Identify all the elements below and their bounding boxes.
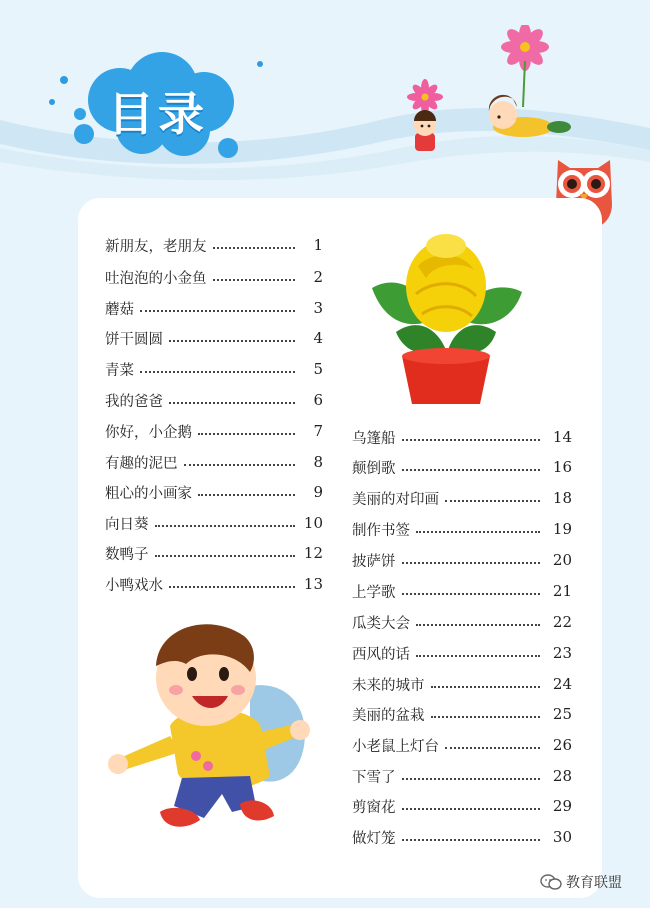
- toc-entry-page: 19: [552, 520, 572, 538]
- toc-entry-title: 吐泡泡的小金鱼: [105, 270, 207, 287]
- toc-entry-page: 3: [313, 299, 323, 317]
- toc-leader-dots: [198, 433, 295, 435]
- toc-leader-dots: [402, 469, 541, 471]
- toc-leader-dots: [184, 464, 296, 466]
- toc-entry[interactable]: [352, 425, 572, 449]
- toc-leader-dots: [213, 279, 296, 281]
- toc-leader-dots: [213, 247, 296, 249]
- toc-leader-dots: [169, 402, 295, 404]
- toc-entry-page: 8: [313, 453, 323, 471]
- toc-leader-dots: [140, 310, 295, 312]
- toc-entry-title: 上学歌: [352, 584, 396, 601]
- toc-entry-title: 粗心的小画家: [105, 485, 192, 502]
- toc-entry-page: 21: [552, 582, 572, 600]
- toc-entry-title: 小鸭戏水: [105, 577, 163, 594]
- running-boy-illustration: [100, 606, 312, 846]
- toc-leader-dots: [155, 525, 296, 527]
- toc-entry-page: 1: [313, 236, 323, 254]
- toc-entry-page: 7: [313, 422, 323, 440]
- toc-leader-dots: [402, 839, 541, 841]
- toc-leader-dots: [169, 586, 295, 588]
- toc-leader-dots: [431, 686, 541, 688]
- toc-entry-title: 未来的城市: [352, 677, 425, 694]
- toc-entry[interactable]: [105, 511, 323, 535]
- toc-entry[interactable]: [352, 672, 572, 696]
- toc-entry[interactable]: [105, 388, 323, 412]
- toc-entry[interactable]: [105, 265, 323, 289]
- toc-entry-page: 12: [303, 544, 323, 562]
- toc-entry-page: 16: [552, 458, 572, 476]
- toc-leader-dots: [416, 624, 540, 626]
- toc-leader-dots: [198, 494, 295, 496]
- toc-leader-dots: [169, 340, 295, 342]
- toc-leader-dots: [155, 555, 296, 557]
- toc-entry-page: 23: [552, 644, 572, 662]
- toc-entry-page: 10: [303, 514, 323, 532]
- toc-entry[interactable]: [105, 450, 323, 474]
- toc-entry-title: 数鸭子: [105, 546, 149, 563]
- toc-entry-title: 蘑菇: [105, 301, 134, 318]
- toc-entry-title: 青菜: [105, 362, 134, 379]
- toc-entry-page: 20: [552, 551, 572, 569]
- toc-entry[interactable]: [352, 610, 572, 634]
- toc-entry[interactable]: [352, 517, 572, 541]
- wechat-icon: [540, 874, 562, 890]
- toc-entry-title: 小老鼠上灯台: [352, 738, 439, 755]
- toc-entry-title: 你好，小企鹅: [105, 424, 192, 441]
- toc-entry-page: 25: [552, 705, 572, 723]
- toc-entry-page: 9: [313, 483, 323, 501]
- toc-entry[interactable]: [352, 733, 572, 757]
- toc-entry[interactable]: [105, 296, 323, 320]
- toc-entry[interactable]: [352, 486, 572, 510]
- toc-entry[interactable]: [105, 233, 323, 257]
- flying-kids-illustration: [395, 25, 590, 165]
- toc-entry-title: 乌篷船: [352, 430, 396, 447]
- toc-entry-title: 饼干圆圆: [105, 331, 163, 348]
- toc-entry-title: 瓜类大会: [352, 615, 410, 632]
- toc-entry-title: 制作书签: [352, 522, 410, 539]
- clay-flower-illustration: [366, 222, 528, 408]
- toc-entry[interactable]: [352, 794, 572, 818]
- toc-entry-page: 2: [313, 268, 323, 286]
- toc-entry[interactable]: [105, 572, 323, 596]
- toc-entry[interactable]: [352, 579, 572, 603]
- toc-entry[interactable]: [352, 641, 572, 665]
- toc-entry-page: 30: [552, 828, 572, 846]
- toc-entry-title: 披萨饼: [352, 553, 396, 570]
- toc-entry[interactable]: [352, 825, 572, 849]
- toc-entry-page: 4: [313, 329, 323, 347]
- toc-entry[interactable]: [352, 548, 572, 572]
- page-title: 目录: [108, 87, 208, 141]
- toc-entry-title: 下雪了: [352, 769, 396, 786]
- toc-entry-title: 我的爸爸: [105, 393, 163, 410]
- toc-entry-title: 做灯笼: [352, 830, 396, 847]
- toc-leader-dots: [431, 716, 541, 718]
- toc-entry-page: 29: [552, 797, 572, 815]
- toc-entry-page: 13: [303, 575, 323, 593]
- toc-leader-dots: [402, 439, 541, 441]
- toc-entry[interactable]: [105, 357, 323, 381]
- watermark: [540, 872, 622, 892]
- toc-entry-page: 5: [313, 360, 323, 378]
- toc-entry[interactable]: [105, 480, 323, 504]
- toc-leader-dots: [140, 371, 295, 373]
- toc-leader-dots: [402, 562, 541, 564]
- toc-entry[interactable]: [352, 702, 572, 726]
- toc-entry-title: 向日葵: [105, 516, 149, 533]
- toc-entry-page: 6: [313, 391, 323, 409]
- toc-entry[interactable]: [105, 541, 323, 565]
- toc-leader-dots: [445, 500, 540, 502]
- toc-entry-title: 美丽的盆栽: [352, 707, 425, 724]
- toc-entry[interactable]: [105, 419, 323, 443]
- toc-entry-title: 西风的话: [352, 646, 410, 663]
- toc-entry-page: 24: [552, 675, 572, 693]
- toc-leader-dots: [402, 593, 541, 595]
- watermark-text: 教育联盟: [566, 875, 622, 891]
- toc-entry-page: 18: [552, 489, 572, 507]
- toc-leader-dots: [416, 531, 540, 533]
- toc-entry[interactable]: [352, 764, 572, 788]
- toc-entry-page: 14: [552, 428, 572, 446]
- toc-entry-title: 有趣的泥巴: [105, 455, 178, 472]
- toc-entry-page: 28: [552, 767, 572, 785]
- toc-entry-page: 22: [552, 613, 572, 631]
- toc-entry-page: 26: [552, 736, 572, 754]
- toc-entry-title: 美丽的对印画: [352, 491, 439, 508]
- toc-leader-dots: [402, 808, 541, 810]
- toc-entry-title: 颠倒歌: [352, 460, 396, 477]
- toc-entry[interactable]: [352, 455, 572, 479]
- toc-entry-title: 新朋友，老朋友: [105, 238, 207, 255]
- toc-entry-title: 剪窗花: [352, 799, 396, 816]
- toc-entry[interactable]: [105, 326, 323, 350]
- toc-leader-dots: [416, 655, 540, 657]
- toc-leader-dots: [445, 747, 540, 749]
- toc-leader-dots: [402, 778, 541, 780]
